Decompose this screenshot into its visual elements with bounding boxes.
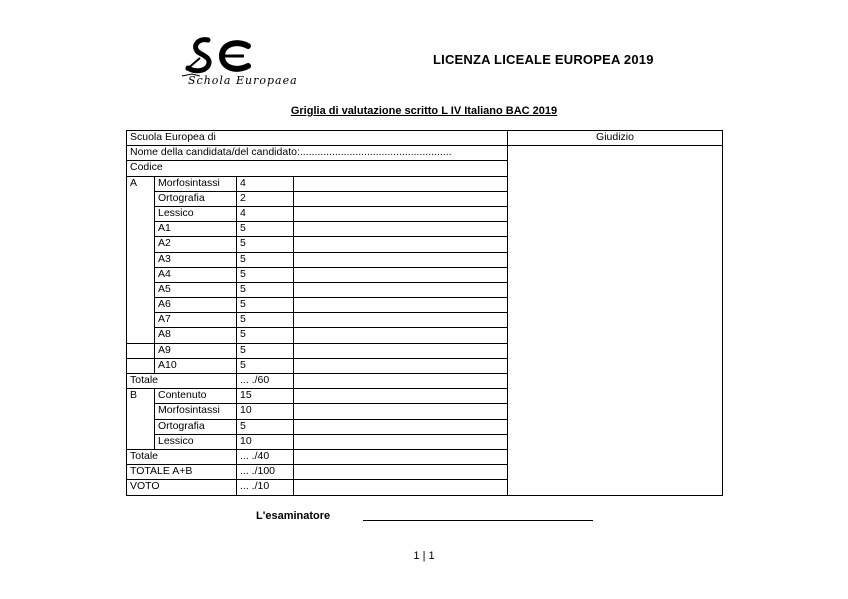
score-cell	[294, 389, 508, 404]
score-cell	[294, 191, 508, 206]
score-cell	[294, 313, 508, 328]
score-cell	[294, 434, 508, 449]
section-b-total-value: ... ./40	[237, 449, 294, 464]
score-cell	[294, 480, 508, 495]
section-a-letter: A	[127, 176, 155, 343]
examiner-signature-line	[363, 520, 593, 521]
score-cell	[294, 419, 508, 434]
criterion-label: A8	[155, 328, 237, 343]
vote-value: ... ./10	[237, 480, 294, 495]
criterion-label: A10	[155, 358, 237, 373]
criterion-score: 5	[237, 343, 294, 358]
page-number: 1 | 1	[413, 550, 435, 562]
score-cell	[294, 222, 508, 237]
criterion-score: 5	[237, 222, 294, 237]
score-cell	[294, 449, 508, 464]
score-cell	[294, 267, 508, 282]
criterion-label: Lessico	[155, 206, 237, 221]
score-cell	[294, 328, 508, 343]
criterion-label: Lessico	[155, 434, 237, 449]
section-b-letter: B	[127, 389, 155, 450]
criterion-score: 5	[237, 267, 294, 282]
criterion-score: 10	[237, 404, 294, 419]
criterion-label: Morfosintassi	[155, 176, 237, 191]
criterion-score: 5	[237, 358, 294, 373]
section-a-total-value: ... ./60	[237, 374, 294, 389]
total-ab-label: TOTALE A+B	[127, 465, 237, 480]
criterion-score: 10	[237, 434, 294, 449]
criterion-label: A1	[155, 222, 237, 237]
score-cell	[294, 374, 508, 389]
criterion-label: A5	[155, 282, 237, 297]
criterion-score: 5	[237, 282, 294, 297]
criterion-score: 5	[237, 237, 294, 252]
logo-text: Schola Europaea	[188, 74, 298, 87]
score-cell	[294, 465, 508, 480]
code-field: Codice	[127, 161, 508, 176]
criterion-label: A2	[155, 237, 237, 252]
criterion-score: 5	[237, 313, 294, 328]
criterion-score: 5	[237, 419, 294, 434]
score-cell	[294, 237, 508, 252]
criterion-score: 4	[237, 206, 294, 221]
judgement-area	[508, 146, 723, 495]
schola-europaea-logo	[178, 36, 330, 88]
section-a-total-label: Totale	[127, 374, 237, 389]
criterion-label: Ortografia	[155, 419, 237, 434]
total-ab-value: ... ./100	[237, 465, 294, 480]
score-cell	[294, 206, 508, 221]
criterion-label: A7	[155, 313, 237, 328]
criterion-label: A4	[155, 267, 237, 282]
evaluation-grid	[126, 130, 723, 496]
judgement-header: Giudizio	[508, 131, 723, 146]
vote-label: VOTO	[127, 480, 237, 495]
document-title: LICENZA LICEALE EUROPEA 2019	[433, 52, 654, 67]
candidate-name-field: Nome della candidata/del candidato:....................................................	[127, 146, 508, 161]
school-field: Scuola Europea di	[127, 131, 508, 146]
score-cell	[294, 404, 508, 419]
score-cell	[294, 298, 508, 313]
criterion-score: 5	[237, 298, 294, 313]
section-b-total-label: Totale	[127, 449, 237, 464]
section-a-spacer	[127, 358, 155, 373]
criterion-score: 5	[237, 328, 294, 343]
section-a-spacer	[127, 343, 155, 358]
criterion-label: A3	[155, 252, 237, 267]
score-cell	[294, 358, 508, 373]
examiner-label: L'esaminatore	[256, 510, 331, 522]
criterion-label: A6	[155, 298, 237, 313]
criterion-label: A9	[155, 343, 237, 358]
criterion-score: 2	[237, 191, 294, 206]
score-cell	[294, 282, 508, 297]
criterion-score: 4	[237, 176, 294, 191]
criterion-score: 15	[237, 389, 294, 404]
criterion-label: Ortografia	[155, 191, 237, 206]
criterion-label: Contenuto	[155, 389, 237, 404]
score-cell	[294, 343, 508, 358]
score-cell	[294, 252, 508, 267]
grid-subtitle: Griglia di valutazione scritto L IV Italiano BAC 2019	[290, 105, 558, 117]
criterion-score: 5	[237, 252, 294, 267]
score-cell	[294, 176, 508, 191]
criterion-label: Morfosintassi	[155, 404, 237, 419]
